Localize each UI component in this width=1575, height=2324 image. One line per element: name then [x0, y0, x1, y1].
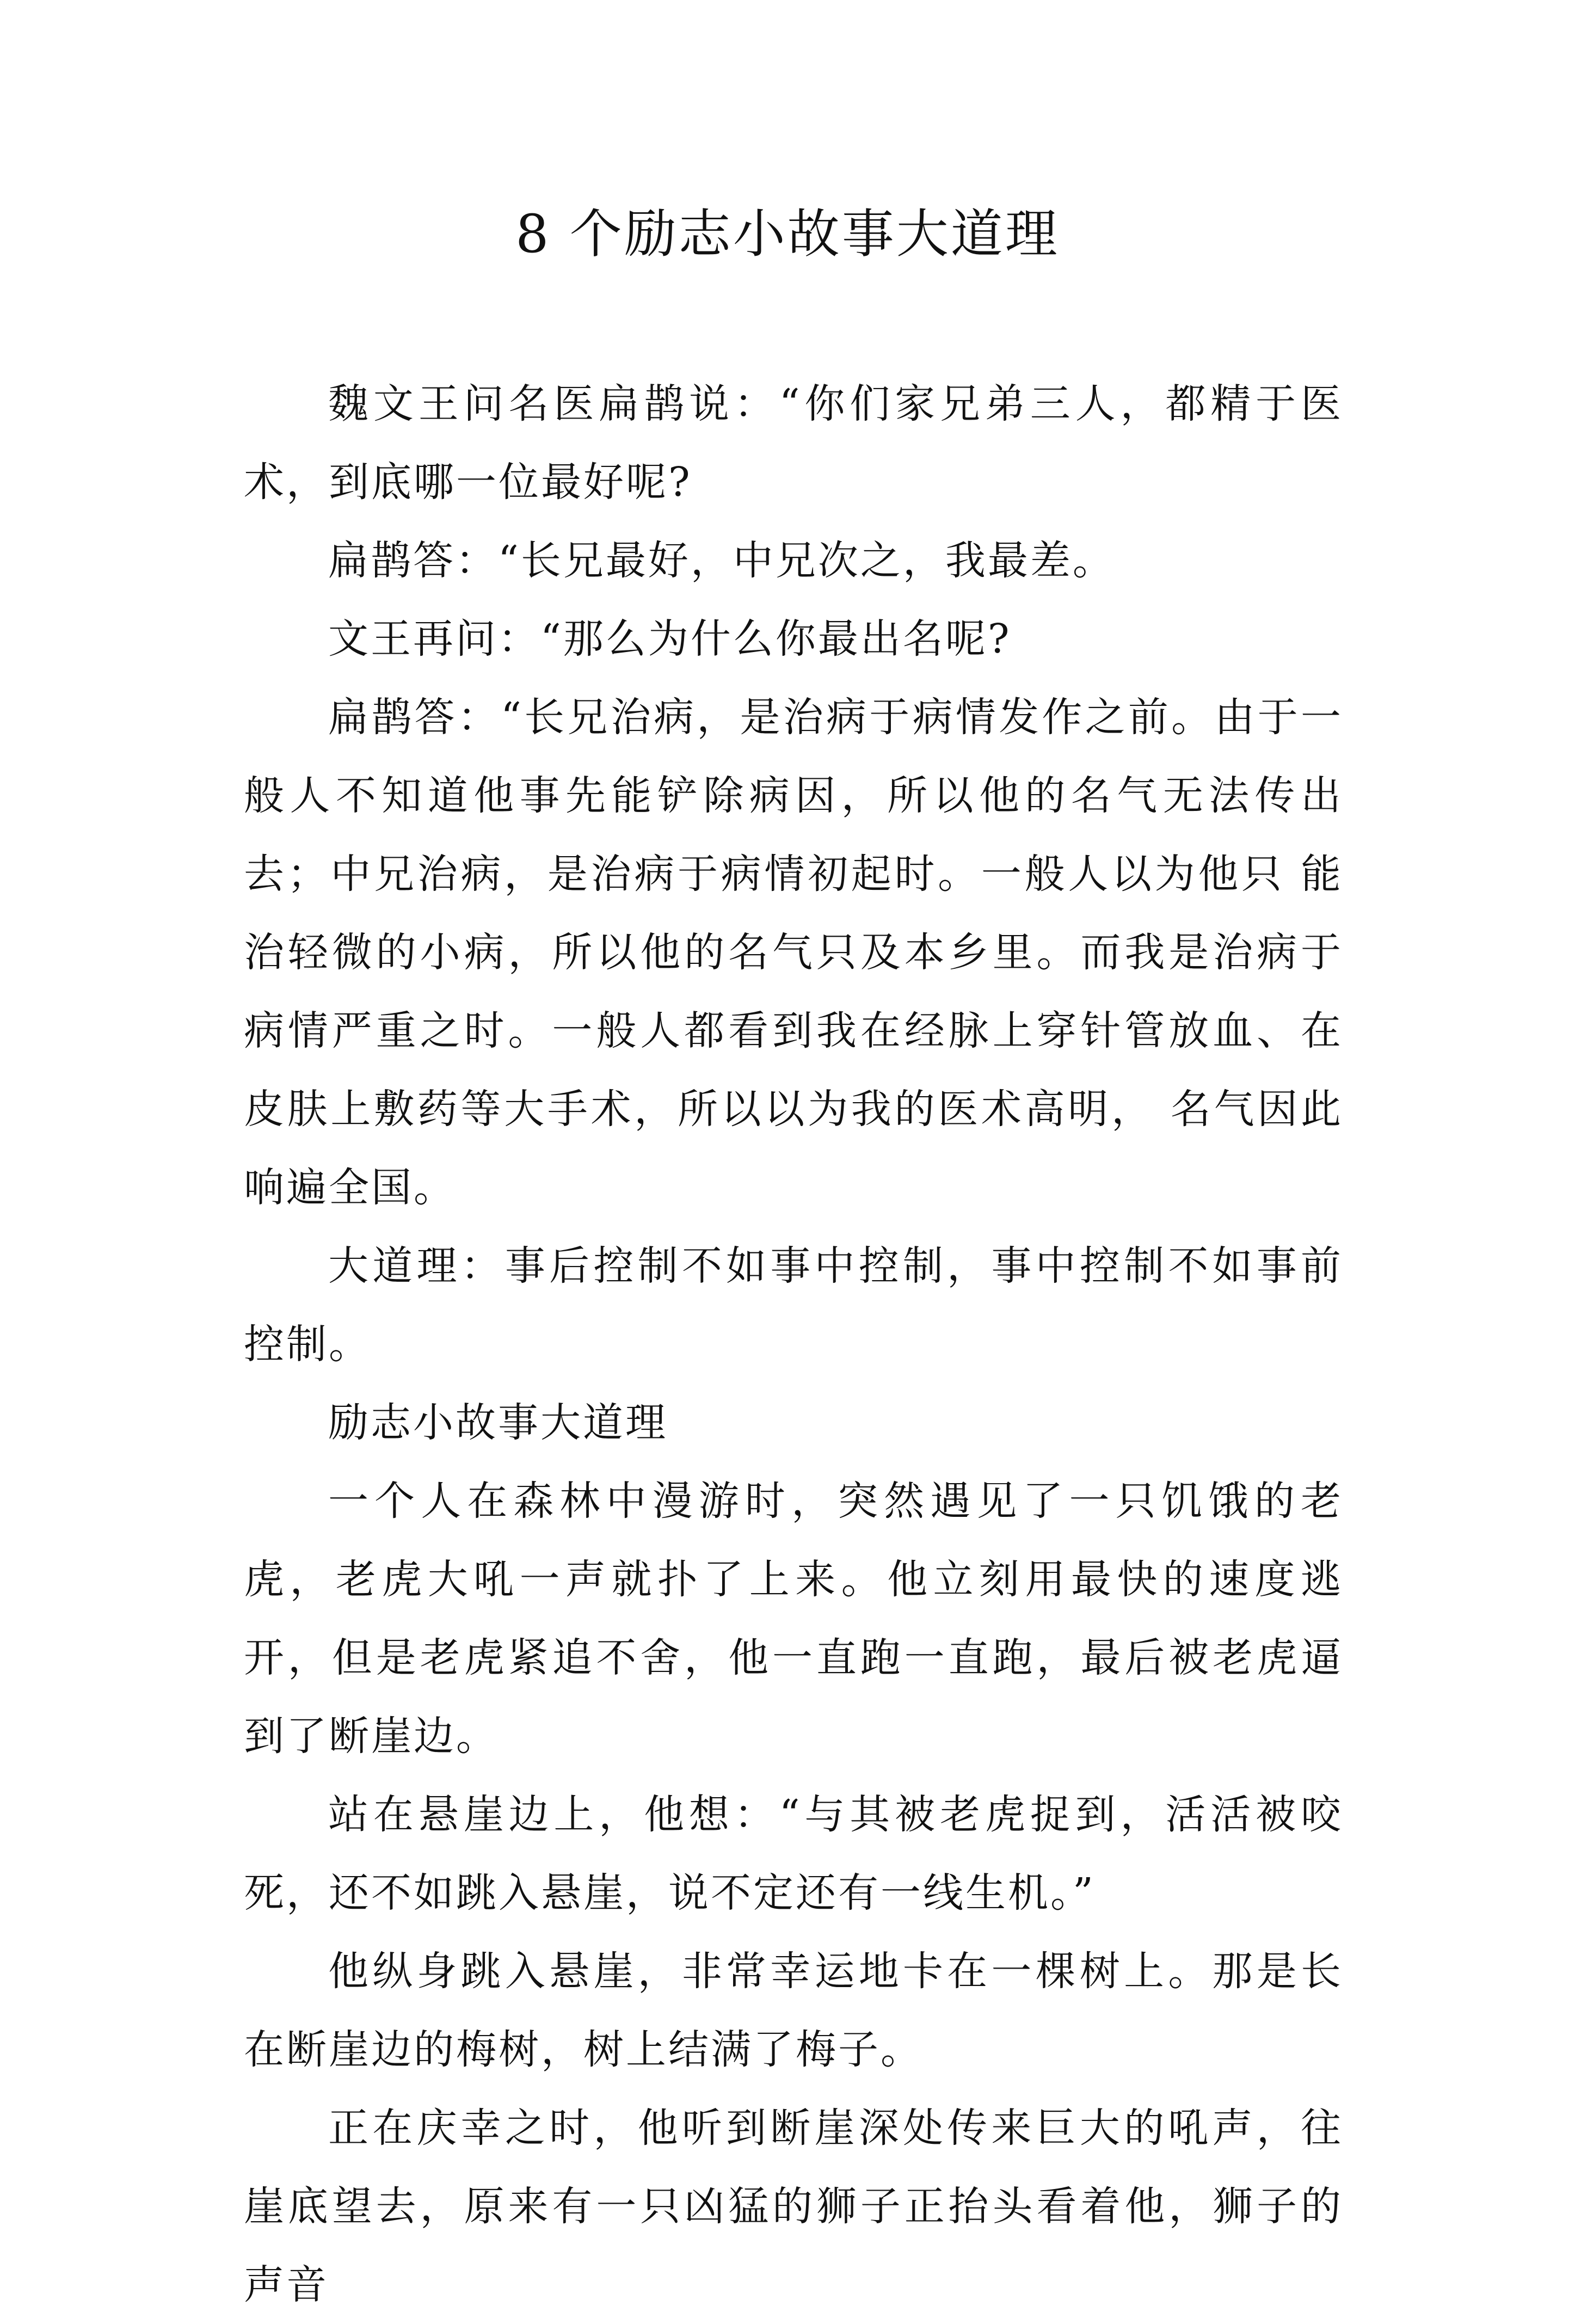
paragraph-1: 魏文王问名医扁鹊说：“你们家兄弟三人，都精于医术，到底哪一位最好呢?: [244, 380, 1343, 506]
paragraph-2: 扁鹊答：“长兄最好，中兄次之，我最差。: [328, 537, 1115, 584]
document-title: 8 个励志小故事大道理: [515, 204, 1060, 265]
paragraph-9: 正在庆幸之时，他听到断崖深处传来巨大的吼声，往崖底望去，原来有一只凶猛的狮子正抬头看着他，狮子的声音: [244, 2105, 1343, 2308]
paragraph-4: 扁鹊答：“长兄治病，是治病于病情发作之前。由于一般人不知道他事先能铲除病因，所以他的名气无法传出去；中兄治病，是治病于病情初起时。一般人以为他只 能治轻微的小病，所以他的名气只及本乡里。而我是治病于病情严重之时。一般人都看到我在经脉上穿针管放血、在皮肤上敷药等大手术，所以以为我的医术高明， 名气因此响遍全国。: [244, 694, 1343, 1211]
paragraph-6: 一个人在森林中漫游时，突然遇见了一只饥饿的老虎，老虎大吼一声就扑了上来。他立刻用最快的速度逃开，但是老虎紧追不舍，他一直跑一直跑，最后被老虎逼到了断崖边。: [244, 1478, 1343, 1760]
section-heading: 励志小故事大道理: [328, 1399, 668, 1446]
paragraph-3: 文王再问：“那么为什么你最出名呢?: [328, 616, 1012, 662]
paragraph-7: 站在悬崖边上，他想：“与其被老虎捉到，活活被咬死，还不如跳入悬崖，说不定还有一线生机。”: [244, 1791, 1343, 1916]
paragraph-5: 大道理：事后控制不如事中控制，事中控制不如事前控制。: [244, 1243, 1343, 1368]
document-body: [244, 365, 1343, 2324]
paragraph-8: 他纵身跳入悬崖，非常幸运地卡在一棵树上。那是长在断崖边的梅树，树上结满了梅子。: [244, 1948, 1343, 2073]
